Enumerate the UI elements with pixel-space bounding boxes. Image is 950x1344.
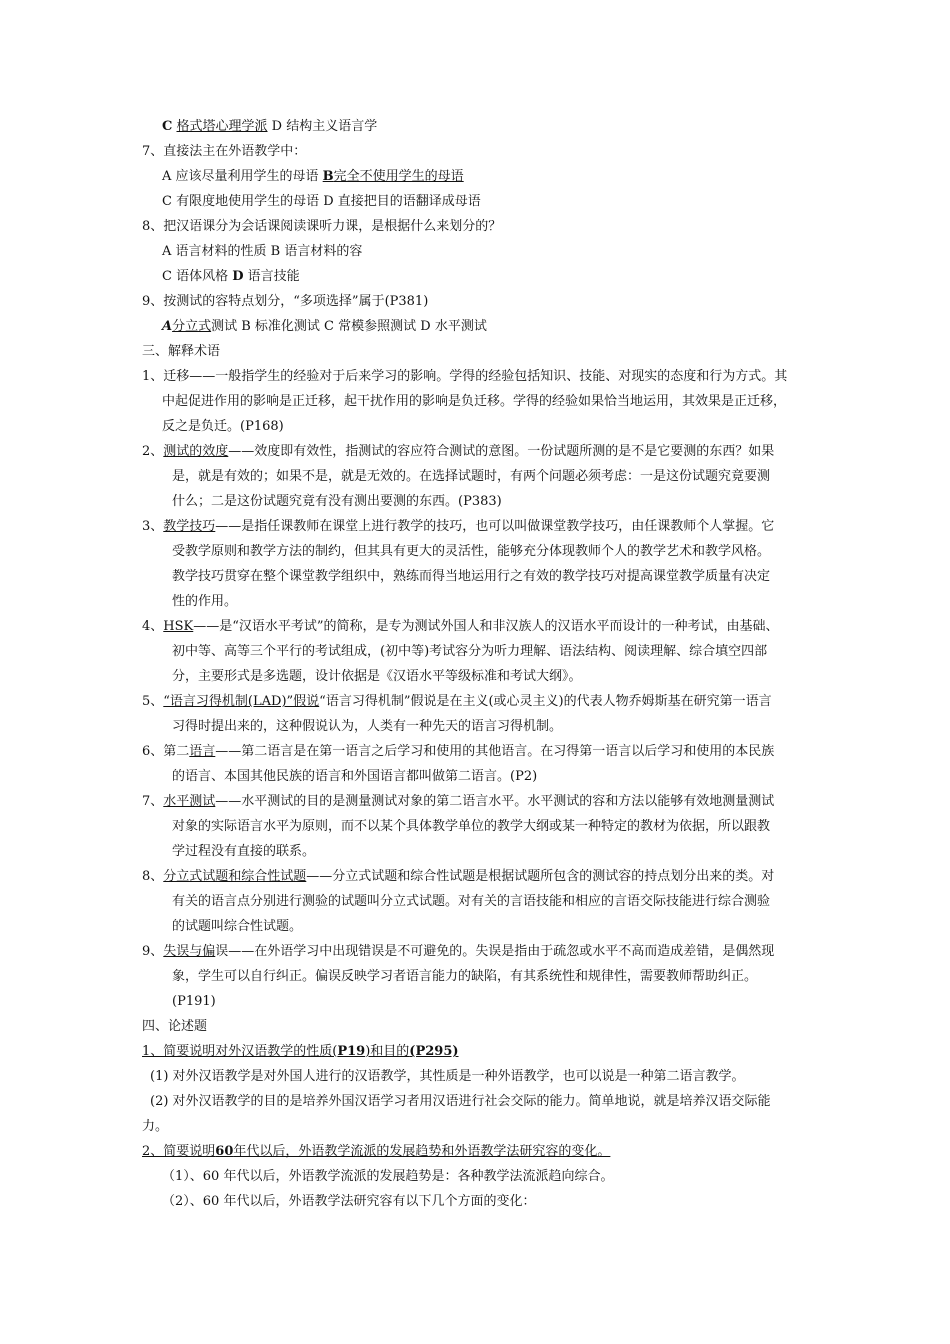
term-4-number: 4、 <box>142 619 164 634</box>
term-3-line-3: 教学技巧贯穿在整个课堂教学组织中，熟练而得当地运用行之有效的教学技巧对提高课堂教学质量有决定 <box>172 569 771 584</box>
essay-1-q-page: P19 <box>337 1044 366 1059</box>
term-6-line-1 <box>142 740 774 764</box>
q7-options-cd: C 有限度地使用学生的母语 D 直接把目的语翻译成母语 <box>162 194 481 209</box>
term-3-line-4: 性的作用。 <box>172 594 238 609</box>
term-4-term: HSK <box>163 619 194 634</box>
term-7-line-3: 学过程没有直接的联系。 <box>172 844 316 859</box>
term-9-line-2: 象，学生可以自行纠正。偏误反映学习者语言能力的缺陷，有其系统性和规律性，需要教师帮助纠正。 <box>172 969 758 984</box>
term-2-def: ——效度即有效性，指测试的容应符合测试的意图。一份试题所测的是不是它要测的东西？如果 <box>228 444 775 459</box>
term-5-number: 5、 <box>142 694 164 709</box>
term-8-term: 分立式试题和综合性试题 <box>163 869 307 884</box>
term-8-line-3: 的试题叫综合性试题。 <box>172 919 303 934</box>
term-3-line-2: 受教学原则和教学方法的制约，但其具有更大的灵活性，能够充分体现教师个人的教学艺术和教学风格。 <box>172 544 771 559</box>
option-rest: 测试 B 标准化测试 C 常模参照测试 D 水平测试 <box>211 319 487 334</box>
essay-1-answer-2: (2) 对外汉语教学的目的是培养外国汉语学习者用汉语进行社会交际的能力。简单地说，就是培养汉语交际能 <box>150 1094 771 1109</box>
q9-stem: 9、按测试的容特点划分，“多项选择”属于(P381) <box>142 294 429 309</box>
term-8-def: ——分立式试题和综合性试题是根据试题所包含的测试容的持点划分出来的类。对 <box>306 869 775 884</box>
option-a: A 应该尽量利用学生的母语 <box>162 169 319 184</box>
q9-options <box>162 315 487 339</box>
term-8-line-2: 有关的语言点分别进行测验的试题叫分立式试题。对有关的言语技能和相应的言语交际技能进行综合测验 <box>172 894 771 909</box>
term-7-number: 7、 <box>142 794 164 809</box>
option-b-letter: B <box>322 169 334 184</box>
term-6-def: ——第二语言是在第一语言之后学习和使用的其他语言。在习得第一语言以后学习和使用的本民族 <box>215 744 775 759</box>
essay-2-q-part1: 2、简要说明 <box>142 1144 216 1159</box>
term-7-term: 水平测试 <box>163 794 216 809</box>
q8-options-ab: A 语言材料的性质 B 语言材料的容 <box>162 244 363 259</box>
term-5-line-2: 习得时提出来的，这种假说认为，人类有一种先天的语言习得机制。 <box>172 719 563 734</box>
essay-1-q-part2: )和目的 <box>365 1044 410 1059</box>
term-4-line-2: 初中等、高等三个平行的考试组成，(初中等)考试容分为听力理解、语法结构、阅读理解、综合填空四部 <box>172 644 768 659</box>
option-c-letter: C <box>162 119 173 134</box>
essay-1-q-part1: 1、简要说明对外汉语教学的性质( <box>142 1044 338 1059</box>
term-7-line-1 <box>142 790 774 814</box>
term-9-term: 失误与偏 <box>163 944 216 959</box>
term-4-line-1 <box>142 615 779 639</box>
essay-2-answer-1: （1）、60 年代以后，外语教学流派的发展趋势是：各种教学法流派趋向综合。 <box>162 1169 614 1184</box>
term-5-term: “语言习得机制(LAD)”假说 <box>163 694 320 709</box>
term-4-def: ——是“汉语水平考试”的简称，是专为测试外国人和非汉族人的汉语水平而设计的一种考试，由基础、 <box>193 619 779 634</box>
essay-1-question <box>142 1040 459 1064</box>
q6-options-cd <box>162 115 377 139</box>
essay-1-q-page2: (P295) <box>409 1044 459 1059</box>
term-7-line-2: 对象的实际语言水平为原则，而不以某个具体教学单位的教学大纲或某一种特定的教材为依据，所以跟教 <box>172 819 771 834</box>
term-2-line-3: 什么；二是这份试题究竟有没有测出要测的东西。(P383) <box>172 494 502 509</box>
term-5-def: “语言习得机制”假说是在主义(或心灵主义)的代表人物乔姆斯基在研究第一语言 <box>319 694 772 709</box>
term-9-def: 误——在外语学习中出现错误是不可避免的。失误是指由于疏忽或水平不高而造成差错，是偶然现 <box>215 944 775 959</box>
term-7-def: ——水平测试的目的是测量测试对象的第二语言水平。水平测试的容和方法以能够有效地测量测试 <box>215 794 775 809</box>
option-d-letter: D <box>232 269 244 284</box>
essay-2-answer-2: （2）、60 年代以后，外语教学法研究容有以下几个方面的变化： <box>162 1194 536 1209</box>
term-6-line-2: 的语言、本国其他民族的语言和外国语言都叫做第二语言。(P2) <box>172 769 538 784</box>
essay-1-answer-1: (1) 对外汉语教学是对外国人进行的汉语教学，其性质是一种外语教学，也可以说是一种第二语言教学。 <box>150 1069 745 1084</box>
essay-1-answer-2-cont: 力。 <box>142 1119 169 1134</box>
term-8-number: 8、 <box>142 869 164 884</box>
option-a-letter: A <box>162 319 173 334</box>
essay-2-q-part2: 年代以后，外语教学流派的发展趋势和外语教学法研究容的变化。 <box>233 1144 611 1159</box>
q8-stem: 8、把汉语课分为会话课阅读课听力课，是根据什么来划分的？ <box>142 219 502 234</box>
term-8-line-1 <box>142 865 774 889</box>
q8-options-cd <box>162 265 300 289</box>
term-9-line-3: (P191) <box>172 994 216 1009</box>
term-1-line-2: 中起促进作用的影响是正迁移，起干扰作用的影响是负迁移。学得的经验如果恰当地运用，其效果是正迁移， <box>162 394 787 409</box>
term-3-term: 教学技巧 <box>163 519 216 534</box>
option-d-answer: 语言技能 <box>247 269 300 284</box>
term-9-line-1 <box>142 940 774 964</box>
section-3-heading: 三、解释术语 <box>142 344 221 359</box>
option-c: C 语体风格 <box>162 269 229 284</box>
term-6-term: 语言 <box>189 744 216 759</box>
term-1-line-3: 反之是负迁。(P168) <box>162 419 284 434</box>
option-c-answer: 格式塔心理学派 <box>176 119 268 134</box>
term-1-line-1: 1、迁移——一般指学生的经验对于后来学习的影响。学得的经验包括知识、技能、对现实的态度和行为方式。其 <box>142 369 788 384</box>
option-d: D 结构主义语言学 <box>271 119 378 134</box>
term-9-number: 9、 <box>142 944 164 959</box>
term-3-def: ——是指任课教师在课堂上进行教学的技巧，也可以叫做课堂教学技巧，由任课教师个人掌握。它 <box>215 519 775 534</box>
option-b-answer: 完全不使用学生的母语 <box>333 169 464 184</box>
option-a-answer: 分立式 <box>172 319 212 334</box>
term-2-line-2: 是，就是有效的；如果不是，就是无效的。在选择试题时，有两个问题必须考虑：一是这份试题究竟要测 <box>172 469 771 484</box>
term-3-line-1 <box>142 515 774 539</box>
q7-options-ab <box>162 165 464 189</box>
term-4-line-3: 分，主要形式是多选题，设计依据是《汉语水平等级标准和考试大纲》。 <box>172 669 582 684</box>
essay-2-question <box>142 1140 610 1164</box>
term-2-term: 测试的效度 <box>163 444 229 459</box>
q7-stem: 7、直接法主在外语教学中： <box>142 144 307 159</box>
section-4-heading: 四、论述题 <box>142 1019 208 1034</box>
essay-2-q-number: 60 <box>215 1144 234 1159</box>
term-2-number: 2、 <box>142 444 164 459</box>
term-5-line-1 <box>142 690 772 714</box>
term-3-number: 3、 <box>142 519 164 534</box>
term-6-number: 6、第二 <box>142 744 190 759</box>
term-2-line-1 <box>142 440 774 464</box>
